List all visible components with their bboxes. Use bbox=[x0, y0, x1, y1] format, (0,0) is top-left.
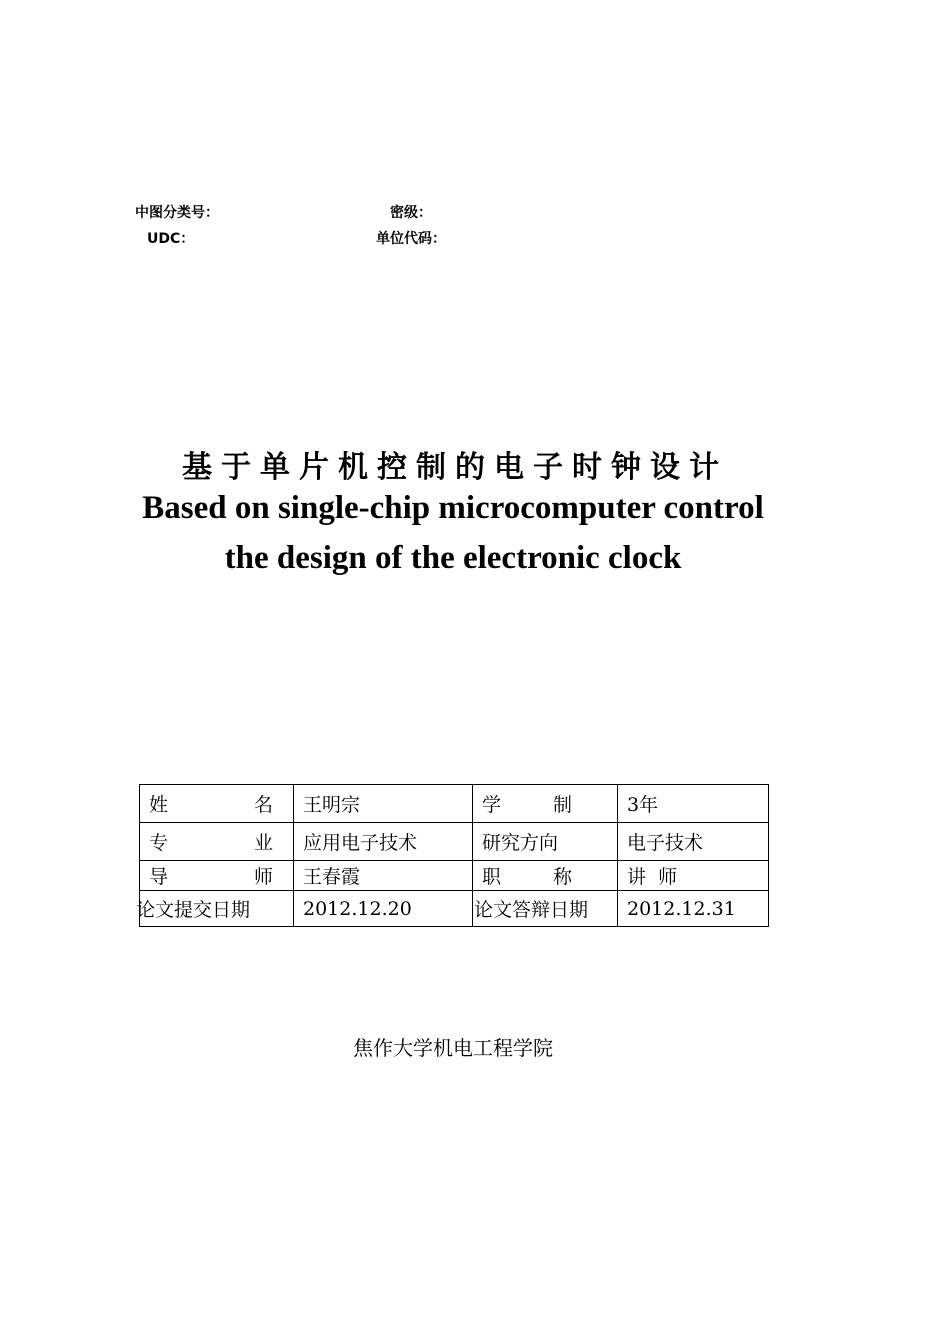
label-cell bbox=[473, 861, 618, 891]
unit-code-label: 单位代码： bbox=[376, 231, 446, 247]
value-cell: 2012.12.20 bbox=[294, 891, 473, 927]
label-part: 职 bbox=[482, 866, 502, 888]
security-level-label: 密级： bbox=[390, 205, 432, 221]
label-part: 称 bbox=[552, 866, 572, 888]
value-cell: 讲 师 bbox=[618, 861, 769, 891]
udc-label: UDC： bbox=[147, 231, 195, 247]
value-cell: 应用电子技术 bbox=[294, 823, 473, 861]
label-cell: 论文答辩日期 bbox=[473, 891, 618, 927]
label-cell bbox=[140, 861, 294, 891]
table-row bbox=[140, 823, 769, 861]
label-part: 专 bbox=[149, 832, 169, 854]
table-row bbox=[140, 785, 769, 823]
label-cell bbox=[140, 823, 294, 861]
value-cell: 王明宗 bbox=[294, 785, 473, 823]
label-cell bbox=[473, 785, 618, 823]
label-part: 制 bbox=[552, 794, 572, 816]
value-cell: 电子技术 bbox=[618, 823, 769, 861]
label-part: 师 bbox=[253, 866, 273, 888]
table-row bbox=[140, 861, 769, 891]
table-row bbox=[140, 891, 769, 927]
label-part: 学 bbox=[482, 794, 502, 816]
label-part: 名 bbox=[253, 794, 273, 816]
label-text: 论文提交日期 bbox=[136, 899, 251, 921]
label-part: 姓 bbox=[149, 794, 169, 816]
value-cell: 2012.12.31 bbox=[618, 891, 769, 927]
label-cell bbox=[136, 891, 294, 927]
title-chinese: 基于单片机控制的电子时钟设计 bbox=[182, 450, 728, 485]
value-cell: 3年 bbox=[618, 785, 769, 823]
label-part: 业 bbox=[253, 832, 273, 854]
value-cell: 王春霞 bbox=[294, 861, 473, 891]
label-cell bbox=[140, 785, 294, 823]
thesis-info-table bbox=[136, 784, 769, 927]
classification-number-label: 中图分类号： bbox=[135, 205, 219, 221]
title-english-line-1: Based on single-chip microcomputer control bbox=[142, 490, 764, 526]
label-cell: 研究方向 bbox=[473, 823, 618, 861]
institution-name: 焦作大学机电工程学院 bbox=[353, 1036, 553, 1060]
title-english-line-2: the design of the electronic clock bbox=[224, 540, 682, 576]
label-part: 导 bbox=[149, 866, 169, 888]
